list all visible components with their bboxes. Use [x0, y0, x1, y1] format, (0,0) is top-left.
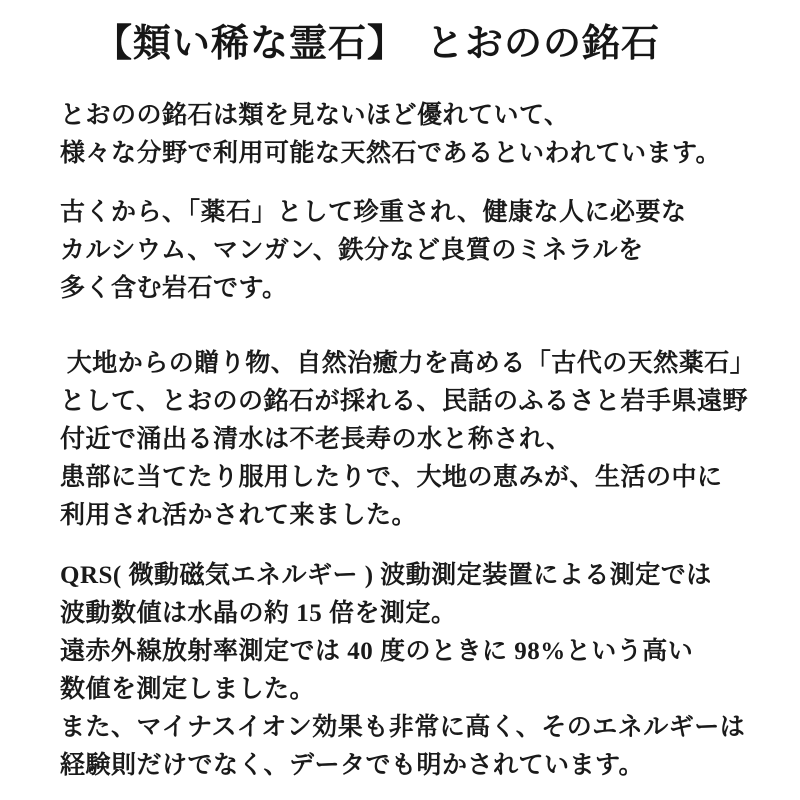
- intro-paragraph: [60, 97, 772, 173]
- paragraph-line: 古くから、「薬石」として珍重され、健康な人に必要な: [60, 199, 687, 226]
- paragraph-line: として、とおのの銘石が採れる、民話のふるさと岩手県遠野: [60, 388, 749, 415]
- paragraph-line: 様々な分野で利用可能な天然石であるといわれています。: [60, 140, 722, 167]
- paragraph-line: また、マイナスイオン効果も非常に高く、そのエネルギーは: [60, 714, 746, 741]
- paragraph-line: 経験則だけでなく、データでも明かされています。: [60, 752, 645, 779]
- measurement-paragraph: [60, 557, 772, 785]
- paragraph-line: 大地からの贈り物、自然治癒力を高める「古代の天然薬石」: [60, 350, 756, 377]
- paragraph-line: 数値を測定しました。: [60, 676, 316, 703]
- page-title: 【類い稀な霊石】 とおのの銘石: [94, 23, 661, 65]
- paragraph-line: カルシウム、マンガン、鉄分など良質のミネラルを: [60, 237, 644, 264]
- paragraph-line: 患部に当てたり服用したりで、大地の恵みが、生活の中に: [60, 464, 723, 491]
- mineral-paragraph: [60, 194, 772, 308]
- paragraph-line: 付近で涌出る清水は不老長寿の水と称され、: [60, 426, 572, 453]
- paragraph-line: 多く含む岩石です。: [60, 275, 288, 302]
- paragraph-line: 遠赤外線放射率測定では 40 度のときに 98%という高い: [60, 638, 694, 665]
- origin-paragraph: [60, 345, 772, 535]
- paragraph-line: とおのの銘石は類を見ないほど優れていて、: [60, 102, 570, 129]
- paragraph-line: QRS( 微動磁気エネルギー ) 波動測定装置による測定では: [60, 562, 712, 589]
- paragraph-line: 波動数値は水晶の約 15 倍を測定。: [60, 600, 457, 627]
- paragraph-line: 利用され活かされて来ました。: [60, 502, 418, 529]
